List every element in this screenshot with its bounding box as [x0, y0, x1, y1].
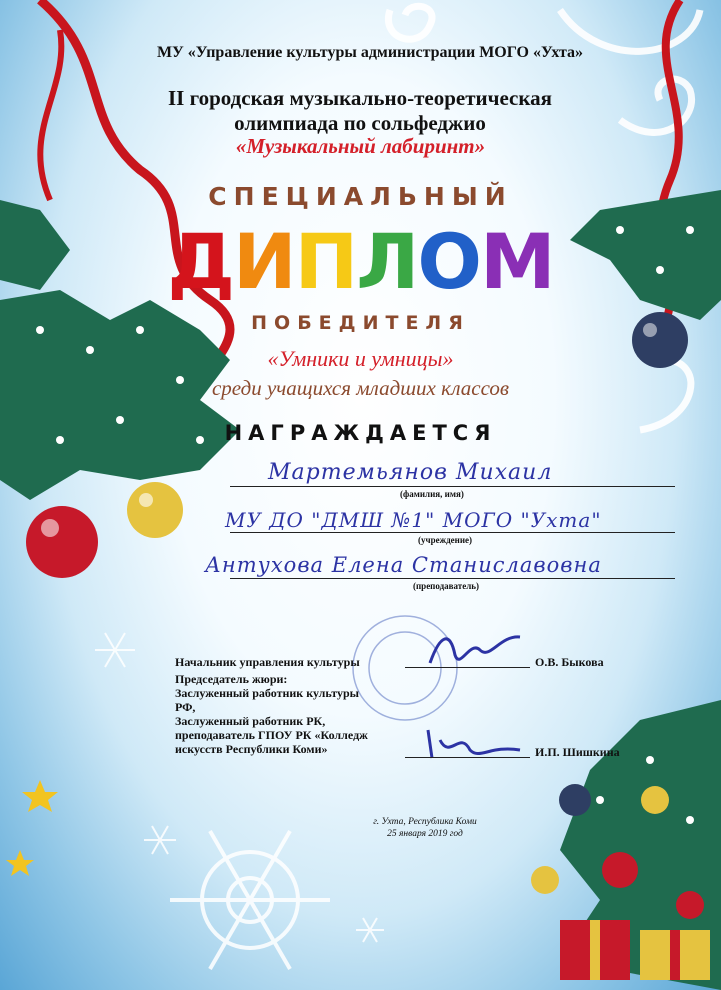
institution-name: МУ ДО "ДМШ №1" МОГО "Ухта" — [225, 508, 602, 532]
field-line — [230, 578, 675, 579]
teacher-name: Антухова Елена Станиславовна — [205, 553, 602, 577]
special-label: СПЕЦИАЛЬНЫЙ — [208, 182, 513, 211]
jury-role-line: Заслуженный работник культуры — [175, 686, 360, 700]
student-name-caption: (фамилия, имя) — [400, 489, 464, 499]
jury-role — [175, 672, 368, 756]
olympiad-title — [140, 86, 580, 136]
issue-date: 25 января 2019 год — [387, 829, 463, 839]
issue-place — [340, 816, 510, 840]
teacher-caption: (преподаватель) — [413, 581, 480, 591]
head-name: О.В. Быкова — [535, 655, 604, 669]
diploma-letter: П — [294, 217, 357, 306]
head-role: Начальник управления культуры — [175, 655, 360, 669]
jury-name: И.П. Шишкина — [535, 745, 620, 759]
institution-caption: (учреждение) — [418, 535, 473, 545]
issue-city: г. Ухта, Республика Коми — [373, 817, 477, 827]
jury-role-line: искусств Республики Коми» — [175, 742, 328, 756]
nomination: «Умники и умницы» — [267, 346, 454, 371]
jury-role-line: Председатель жюри: — [175, 672, 288, 686]
diploma-letter: Л — [356, 217, 418, 306]
diploma-letter: О — [417, 217, 480, 306]
awarded-label: НАГРАЖДАЕТСЯ — [224, 421, 497, 445]
signature-line — [405, 757, 530, 758]
nomination-group: среди учащихся младших классов — [211, 376, 510, 400]
diploma-letter: М — [480, 217, 554, 306]
jury-role-line: Заслуженный работник РК, — [175, 714, 326, 728]
olympiad-title-line2: олимпиада по сольфеджио — [234, 111, 486, 135]
jury-role-line: преподаватель ГПОУ РК «Колледж — [175, 728, 368, 742]
field-line — [230, 486, 675, 487]
jury-role-line: РФ, — [175, 700, 196, 714]
diploma-letter: Д — [167, 217, 234, 306]
student-name: Мартемьянов Михаил — [268, 460, 553, 485]
winner-label: ПОБЕДИТЕЛЯ — [251, 312, 470, 334]
diploma-letter: И — [233, 217, 295, 306]
olympiad-title-line1: II городская музыкально-теоретическая — [167, 86, 553, 110]
handwritten-signature — [420, 625, 530, 673]
star-icon — [6, 780, 58, 876]
signature-line — [405, 667, 530, 668]
organization-name: МУ «Управление культуры администрации МОГО «Ухта» — [156, 44, 584, 61]
fir-branch — [560, 190, 721, 990]
field-line — [230, 532, 675, 533]
diploma-heading — [0, 217, 721, 306]
olympiad-name: «Музыкальный лабиринт» — [235, 134, 486, 158]
